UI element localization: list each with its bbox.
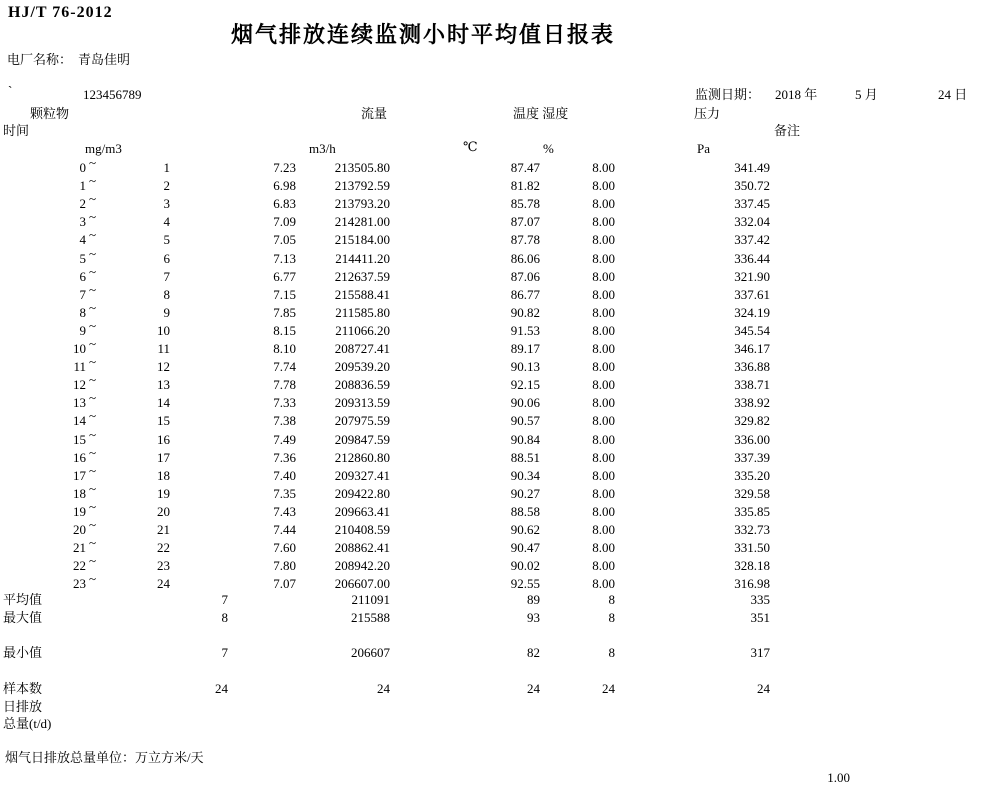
- table-row: [0, 426, 985, 451]
- particulate-value: 8.15: [273, 322, 296, 338]
- table-row: [0, 444, 985, 469]
- hour-from: 7: [79, 286, 86, 302]
- pressure-value: 335.20: [734, 467, 770, 483]
- table-row: [0, 317, 985, 342]
- hour-range-tilde: ~: [89, 299, 97, 315]
- hour-to: 7: [163, 268, 170, 284]
- summary-pressure-value: 335: [750, 592, 770, 607]
- flow-value: 209327.41: [334, 467, 390, 483]
- unit-pressure: Pa: [697, 141, 710, 156]
- hour-range-tilde: ~: [89, 480, 97, 496]
- pressure-value: 337.39: [734, 449, 770, 465]
- flow-value: 208942.20: [334, 558, 390, 574]
- table-row: [0, 372, 985, 396]
- hour-to: 23: [157, 558, 170, 574]
- flow-value: 214281.00: [334, 214, 390, 230]
- flow-value: 210408.59: [334, 522, 390, 537]
- table-row: [0, 354, 985, 378]
- monitor-date-day: 24 日: [938, 87, 968, 102]
- flow-value: 214411.20: [335, 250, 390, 266]
- hour-from: 18: [73, 485, 86, 501]
- hour-from: 0: [79, 160, 86, 175]
- pressure-value: 321.90: [734, 268, 770, 284]
- summary-particulate-value: 7: [221, 645, 228, 660]
- hour-from: 8: [79, 304, 86, 320]
- temperature-value: 92.55: [510, 576, 540, 592]
- pressure-value: 337.42: [734, 232, 770, 248]
- table-row: [0, 155, 985, 179]
- pressure-value: 338.71: [734, 377, 770, 393]
- monitor-date-year: 2018 年: [775, 87, 818, 102]
- hour-to: 1: [163, 160, 170, 175]
- humidity-value: 8.00: [592, 250, 615, 266]
- temperature-value: 87.06: [510, 268, 540, 284]
- particulate-value: 7.44: [273, 522, 296, 537]
- hour-range-tilde: ~: [89, 209, 97, 225]
- particulate-value: 7.05: [273, 232, 296, 248]
- hour-from: 5: [79, 250, 86, 266]
- summary-flow-value: 24: [377, 681, 390, 696]
- hour-range-tilde: ~: [89, 191, 97, 207]
- hour-to: 4: [163, 214, 170, 230]
- pressure-value: 341.49: [734, 160, 770, 175]
- hour-range-tilde: ~: [89, 535, 97, 551]
- table-row: [0, 390, 985, 414]
- flow-value: 209313.59: [334, 395, 390, 411]
- table-row: [0, 245, 985, 270]
- particulate-value: 7.85: [273, 304, 296, 320]
- summary-label: 最大值: [3, 610, 43, 625]
- summary-row: [0, 646, 985, 664]
- standard-number: HJ/T 76-2012: [8, 4, 113, 21]
- particulate-value: 7.09: [273, 214, 296, 230]
- hour-from: 12: [73, 377, 86, 393]
- pressure-value: 335.85: [734, 503, 770, 519]
- humidity-value: 8.00: [592, 449, 615, 465]
- temperature-value: 90.13: [510, 359, 540, 375]
- particulate-value: 7.60: [273, 540, 296, 556]
- summary-particulate-value: 24: [215, 681, 228, 696]
- flow-value: 209663.41: [334, 503, 390, 519]
- pressure-value: 316.98: [734, 576, 770, 592]
- table-row: [0, 209, 985, 233]
- summary-flow-value: 215588: [351, 610, 390, 625]
- summary-humidity-value: 8: [608, 610, 615, 625]
- pressure-value: 328.18: [734, 558, 770, 574]
- column-header-pressure: 压力: [694, 106, 721, 121]
- hour-to: 14: [157, 395, 170, 411]
- summary-label: 最小值: [3, 645, 43, 660]
- temperature-value: 86.77: [510, 286, 540, 302]
- temperature-value: 90.02: [510, 558, 540, 574]
- humidity-value: 8.00: [592, 196, 615, 212]
- unit-humidity: %: [543, 141, 554, 156]
- pressure-value: 350.72: [734, 178, 770, 194]
- humidity-value: 8.00: [592, 214, 615, 230]
- pressure-value: 336.88: [734, 359, 770, 375]
- hour-to: 5: [163, 232, 170, 248]
- summary-flow-value: 211091: [351, 592, 390, 607]
- hour-to: 19: [157, 485, 170, 501]
- pressure-value: 337.61: [734, 286, 770, 302]
- hour-to: 2: [163, 178, 170, 194]
- column-header-particulate: 颗粒物: [30, 106, 70, 121]
- particulate-value: 7.74: [273, 359, 296, 375]
- humidity-value: 8.00: [592, 467, 615, 483]
- summary-label: 样本数: [3, 681, 43, 696]
- temperature-value: 90.06: [510, 395, 540, 411]
- temperature-value: 88.58: [510, 503, 540, 519]
- hour-range-tilde: ~: [89, 462, 97, 478]
- daily-emission-label-line1: 日排放: [3, 699, 43, 714]
- hour-from: 17: [73, 467, 86, 483]
- hour-range-tilde: ~: [89, 498, 97, 514]
- hour-from: 9: [79, 322, 86, 338]
- table-row: [0, 553, 985, 577]
- hour-to: 18: [157, 467, 170, 483]
- temperature-value: 90.34: [510, 467, 540, 483]
- flow-value: 208836.59: [334, 377, 390, 393]
- plant-name-value: 青岛佳明: [78, 52, 131, 67]
- pressure-value: 332.73: [734, 522, 770, 537]
- humidity-value: 8.00: [592, 178, 615, 194]
- hour-from: 13: [73, 395, 86, 411]
- hour-range-tilde: ~: [89, 553, 97, 569]
- table-row: [0, 227, 985, 251]
- humidity-value: 8.00: [592, 576, 615, 592]
- temperature-value: 90.62: [510, 522, 540, 537]
- hour-from: 15: [73, 431, 86, 447]
- particulate-value: 8.10: [273, 341, 296, 356]
- summary-row: [0, 593, 985, 611]
- hour-from: 14: [73, 413, 86, 429]
- particulate-value: 7.43: [273, 503, 296, 519]
- hour-to: 6: [163, 250, 170, 266]
- hour-to: 22: [157, 540, 170, 556]
- table-row: [0, 191, 985, 215]
- hour-from: 11: [73, 359, 86, 375]
- flow-value: 209422.80: [334, 485, 390, 501]
- hour-to: 10: [157, 322, 170, 338]
- hour-from: 3: [79, 214, 86, 230]
- flow-value: 209847.59: [334, 431, 390, 447]
- humidity-value: 8.00: [592, 540, 615, 556]
- pressure-value: 329.58: [734, 485, 770, 501]
- humidity-value: 8.00: [592, 286, 615, 302]
- temperature-value: 90.27: [510, 485, 540, 501]
- hour-from: 16: [73, 449, 86, 465]
- hour-range-tilde: ~: [89, 173, 97, 189]
- hour-to: 24: [157, 576, 170, 592]
- table-row: [0, 173, 985, 197]
- temperature-value: 91.53: [510, 322, 540, 338]
- table-row: [0, 480, 985, 505]
- hour-range-tilde: ~: [89, 408, 97, 424]
- temperature-value: 90.57: [510, 413, 540, 429]
- humidity-value: 8.00: [592, 558, 615, 574]
- temperature-value: 92.15: [510, 377, 540, 393]
- humidity-value: 8.00: [592, 503, 615, 519]
- flow-value: 212860.80: [334, 449, 390, 465]
- monitor-date-label: 监测日期：: [695, 87, 761, 102]
- serial-number: 123456789: [83, 87, 142, 102]
- hour-from: 10: [73, 341, 86, 356]
- particulate-value: 7.80: [273, 558, 296, 574]
- humidity-value: 8.00: [592, 322, 615, 338]
- pressure-value: 336.44: [734, 250, 770, 266]
- flow-value: 211585.80: [335, 304, 390, 320]
- temperature-value: 90.82: [510, 304, 540, 320]
- pressure-value: 345.54: [734, 322, 770, 338]
- hour-range-tilde: ~: [89, 444, 97, 460]
- hour-from: 4: [79, 232, 86, 248]
- hour-to: 17: [157, 449, 170, 465]
- temperature-value: 86.06: [510, 250, 540, 266]
- summary-pressure-value: 24: [757, 681, 770, 696]
- hour-range-tilde: ~: [89, 336, 97, 351]
- temperature-value: 81.82: [510, 178, 540, 194]
- column-header-flow: 流量: [361, 106, 388, 121]
- hour-to: 11: [157, 341, 170, 356]
- page-number: 1.00: [827, 770, 850, 785]
- hour-from: 23: [73, 576, 86, 592]
- hour-to: 20: [157, 503, 170, 519]
- temperature-value: 87.78: [510, 232, 540, 248]
- hour-to: 12: [157, 359, 170, 375]
- hour-to: 8: [163, 286, 170, 302]
- summary-particulate-value: 7: [221, 592, 228, 607]
- flow-value: 213793.20: [334, 196, 390, 212]
- hour-range-tilde: ~: [89, 517, 97, 532]
- hour-range-tilde: ~: [89, 390, 97, 406]
- pressure-value: 336.00: [734, 431, 770, 447]
- monitor-date-month: 5 月: [855, 87, 878, 102]
- plant-name-label: 电厂名称：: [7, 52, 73, 67]
- hour-range-tilde: ~: [89, 426, 97, 442]
- column-header-remark: 备注: [774, 123, 801, 138]
- humidity-value: 8.00: [592, 431, 615, 447]
- humidity-value: 8.00: [592, 377, 615, 393]
- hour-from: 2: [79, 196, 86, 212]
- summary-row: [0, 611, 985, 629]
- humidity-value: 8.00: [592, 359, 615, 375]
- table-row: [0, 408, 985, 432]
- humidity-value: 8.00: [592, 485, 615, 501]
- hour-range-tilde: ~: [89, 227, 97, 243]
- flow-value: 207975.59: [334, 413, 390, 429]
- hour-from: 22: [73, 558, 86, 574]
- temperature-value: 87.07: [510, 214, 540, 230]
- hour-range-tilde: ~: [89, 317, 97, 333]
- flow-value: 211066.20: [335, 322, 390, 338]
- hour-range-tilde: ~: [89, 245, 97, 261]
- flow-value: 208727.41: [334, 341, 390, 356]
- hour-to: 9: [163, 304, 170, 320]
- summary-pressure-value: 317: [750, 645, 770, 660]
- particulate-value: 7.23: [273, 160, 296, 175]
- pressure-value: 337.45: [734, 196, 770, 212]
- unit-particulate: mg/m3: [85, 141, 122, 156]
- particulate-value: 7.33: [273, 395, 296, 411]
- pressure-value: 331.50: [734, 540, 770, 556]
- hour-from: 1: [79, 178, 86, 194]
- particulate-value: 7.35: [273, 485, 296, 501]
- summary-humidity-value: 8: [608, 645, 615, 660]
- particulate-value: 7.78: [273, 377, 296, 393]
- particulate-value: 7.13: [273, 250, 296, 266]
- particulate-value: 7.40: [273, 467, 296, 483]
- humidity-value: 8.00: [592, 395, 615, 411]
- column-header-time: 时间: [3, 123, 30, 138]
- summary-pressure-value: 351: [750, 610, 770, 625]
- flow-value: 206607.00: [334, 576, 390, 592]
- tick-mark: `: [8, 83, 13, 98]
- particulate-value: 7.15: [273, 286, 296, 302]
- particulate-value: 7.07: [273, 576, 296, 592]
- pressure-value: 329.82: [734, 413, 770, 429]
- hour-from: 21: [73, 540, 86, 556]
- summary-temperature-value: 24: [527, 681, 540, 696]
- particulate-value: 6.98: [273, 178, 296, 194]
- flow-value: 213792.59: [334, 178, 390, 194]
- unit-flow: m3/h: [309, 141, 336, 156]
- summary-label: 平均值: [3, 592, 43, 607]
- humidity-value: 8.00: [592, 413, 615, 429]
- temperature-value: 90.47: [510, 540, 540, 556]
- summary-temperature-value: 89: [527, 592, 540, 607]
- hour-to: 3: [163, 196, 170, 212]
- humidity-value: 8.00: [592, 268, 615, 284]
- temperature-value: 90.84: [510, 431, 540, 447]
- pressure-value: 346.17: [734, 341, 770, 356]
- humidity-value: 8.00: [592, 304, 615, 320]
- hour-range-tilde: ~: [89, 372, 97, 388]
- humidity-value: 8.00: [592, 232, 615, 248]
- flow-value: 213505.80: [334, 160, 390, 175]
- summary-humidity-value: 24: [602, 681, 615, 696]
- hour-from: 6: [79, 268, 86, 284]
- temperature-value: 89.17: [510, 341, 540, 356]
- pressure-value: 324.19: [734, 304, 770, 320]
- hour-from: 20: [73, 522, 86, 537]
- daily-emission-label-line2: 总量(t/d): [3, 716, 52, 731]
- summary-humidity-value: 8: [608, 592, 615, 607]
- summary-temperature-value: 93: [527, 610, 540, 625]
- hour-range-tilde: ~: [89, 281, 97, 297]
- particulate-value: 7.36: [273, 449, 296, 465]
- column-header-temp-hum: 温度 湿度: [513, 106, 569, 121]
- flow-value: 215588.41: [334, 286, 390, 302]
- hour-range-tilde: ~: [89, 155, 97, 170]
- hour-from: 19: [73, 503, 86, 519]
- hour-to: 16: [157, 431, 170, 447]
- humidity-value: 8.00: [592, 522, 615, 537]
- table-row: [0, 336, 985, 360]
- hour-range-tilde: ~: [89, 263, 97, 279]
- temperature-value: 88.51: [510, 449, 540, 465]
- humidity-value: 8.00: [592, 341, 615, 356]
- particulate-value: 7.49: [273, 431, 296, 447]
- table-row: [0, 263, 985, 288]
- hour-range-tilde: ~: [89, 571, 97, 587]
- hour-to: 13: [157, 377, 170, 393]
- hour-to: 15: [157, 413, 170, 429]
- summary-temperature-value: 82: [527, 645, 540, 660]
- temperature-value: 87.47: [510, 160, 540, 175]
- table-row: [0, 462, 985, 487]
- particulate-value: 7.38: [273, 413, 296, 429]
- pressure-value: 338.92: [734, 395, 770, 411]
- flow-value: 212637.59: [334, 268, 390, 284]
- particulate-value: 6.83: [273, 196, 296, 212]
- humidity-value: 8.00: [592, 160, 615, 175]
- table-row: [0, 281, 985, 306]
- table-row: [0, 299, 985, 324]
- hour-to: 21: [157, 522, 170, 537]
- report-title: 烟气排放连续监测小时平均值日报表: [231, 22, 616, 47]
- hour-range-tilde: ~: [89, 354, 97, 370]
- particulate-value: 6.77: [273, 268, 296, 284]
- pressure-value: 332.04: [734, 214, 770, 230]
- unit-note: 烟气日排放总量单位：万立方米/天: [5, 750, 204, 765]
- summary-flow-value: 206607: [351, 645, 390, 660]
- table-row: [0, 535, 985, 559]
- table-row: [0, 498, 985, 523]
- table-row: [0, 517, 985, 541]
- summary-particulate-value: 8: [221, 610, 228, 625]
- flow-value: 208862.41: [334, 540, 390, 556]
- temperature-value: 85.78: [510, 196, 540, 212]
- flow-value: 215184.00: [334, 232, 390, 248]
- unit-temperature: ℃: [463, 139, 478, 154]
- summary-row: [0, 682, 985, 700]
- flow-value: 209539.20: [334, 359, 390, 375]
